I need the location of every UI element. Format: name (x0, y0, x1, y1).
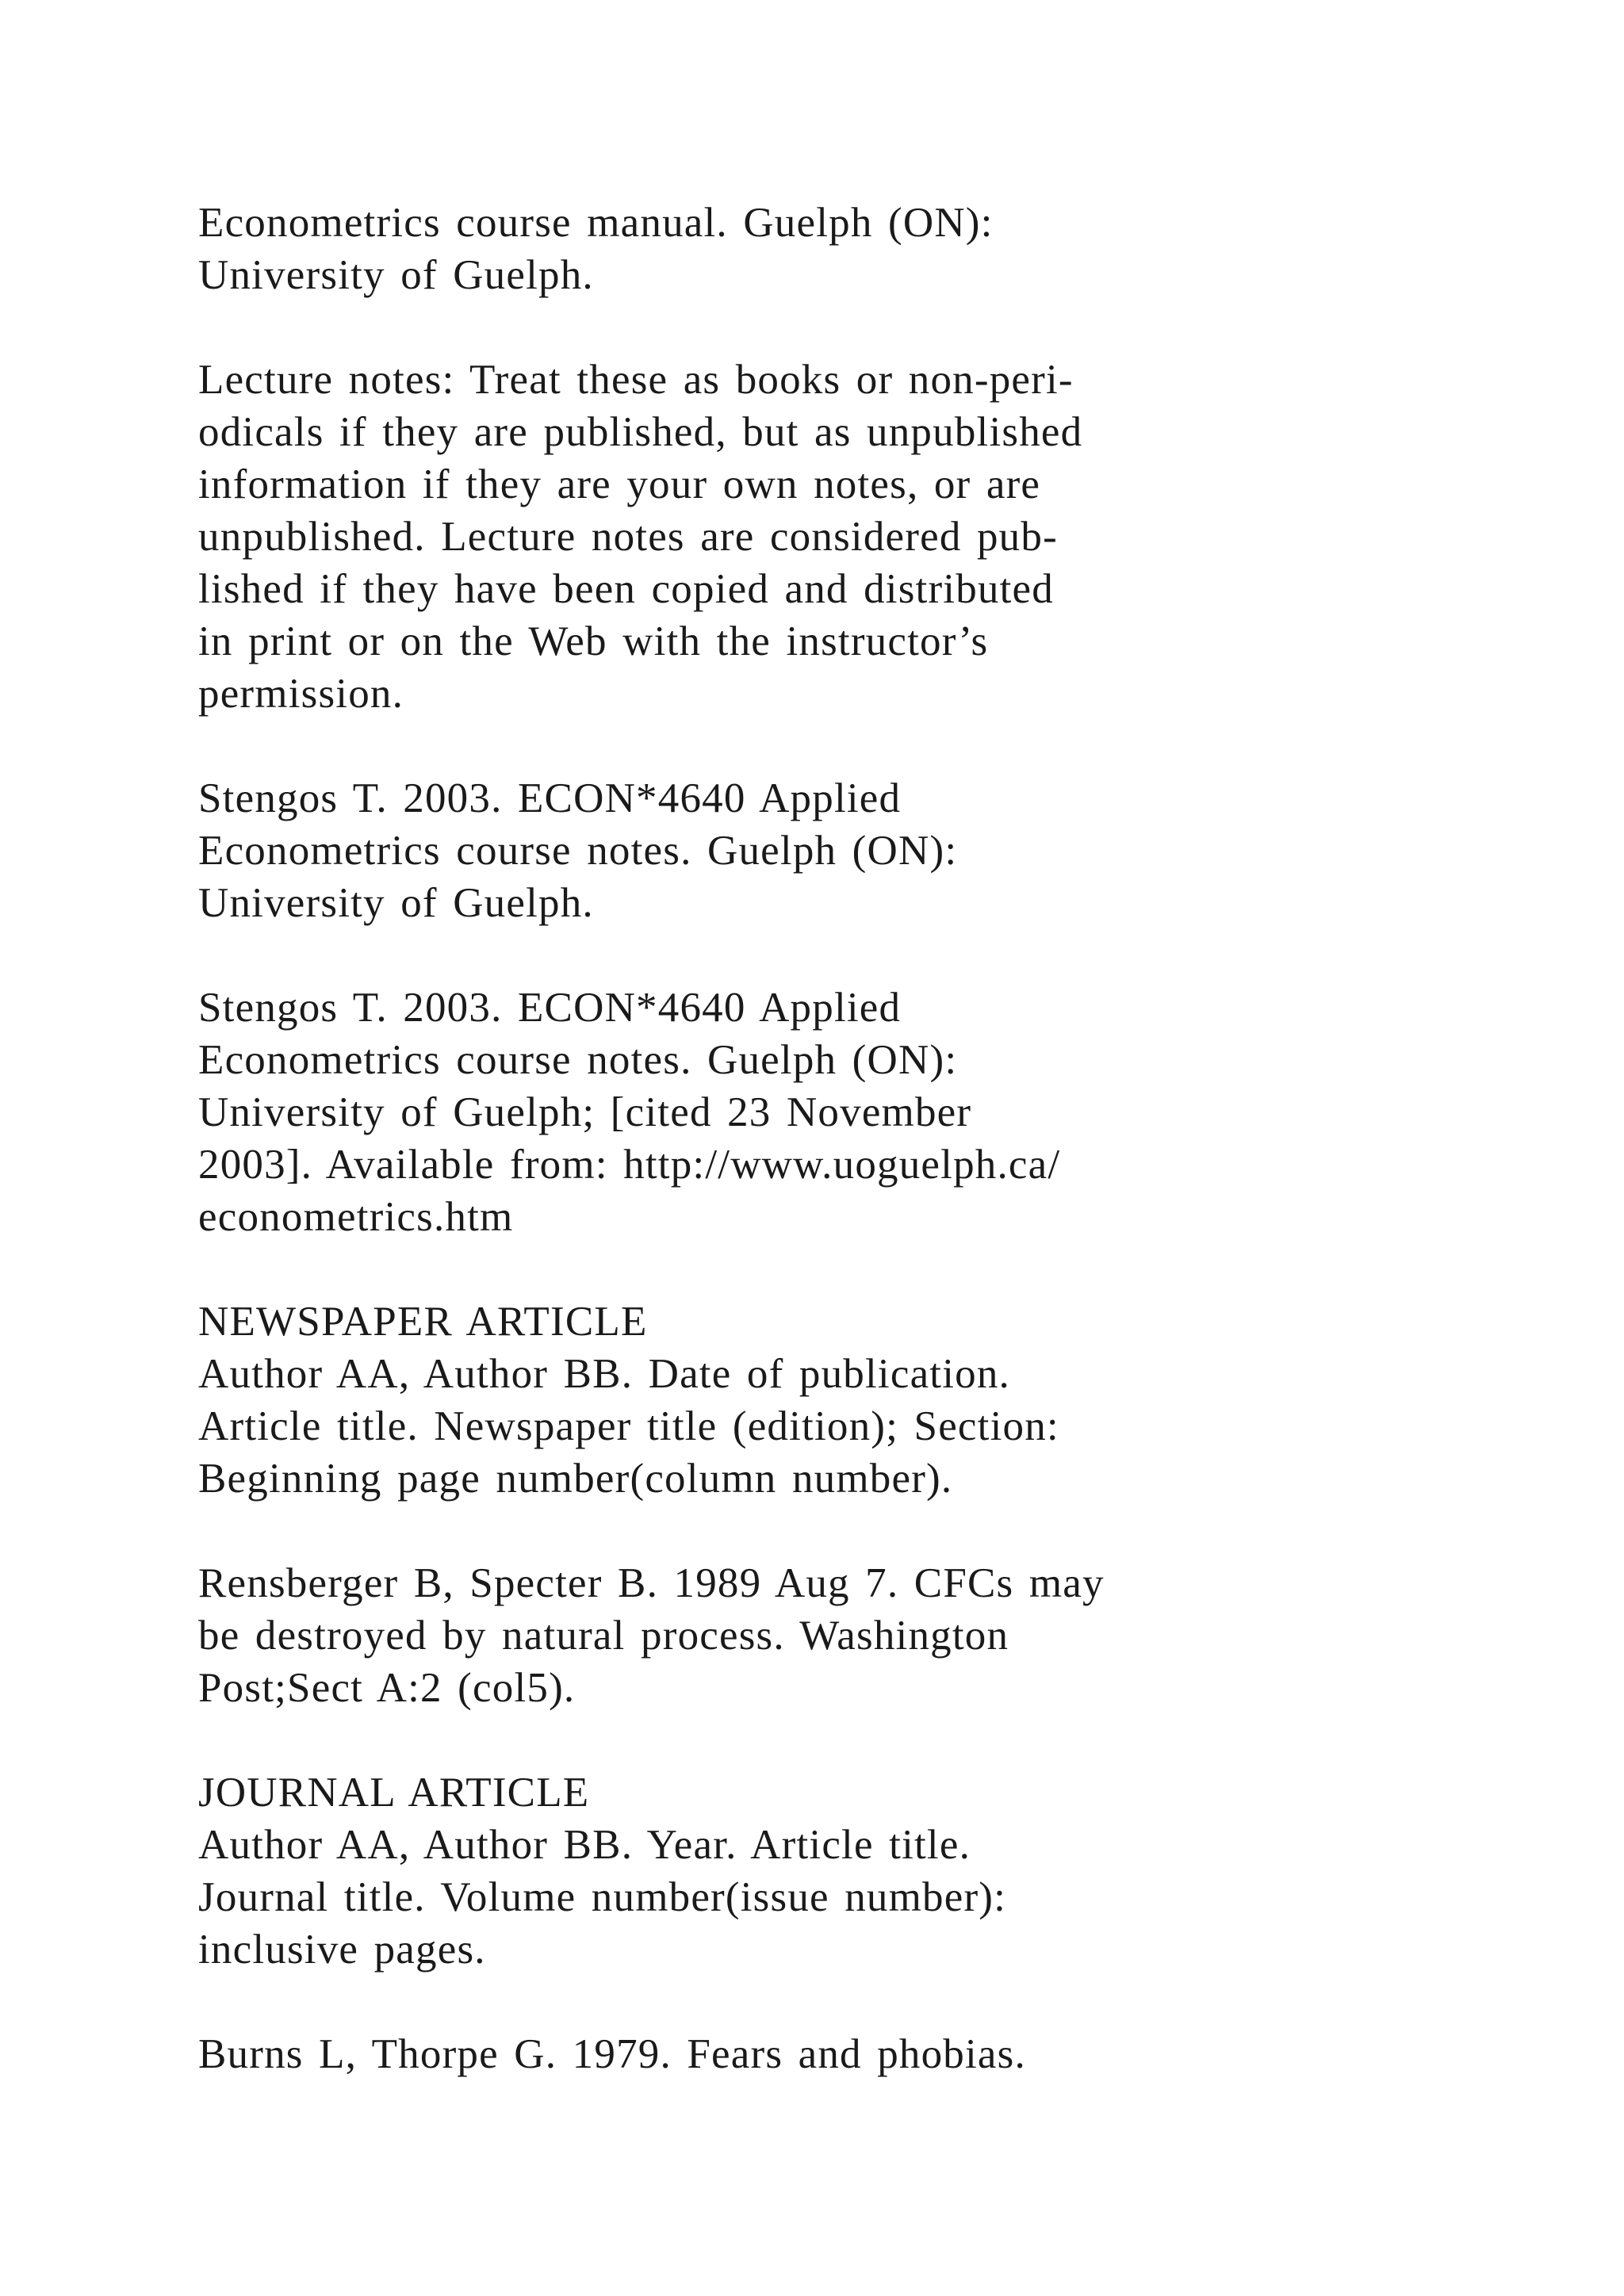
text-line: Burns L, Thorpe G. 1979. Fears and phobias. (198, 2031, 1026, 2077)
text-line: be destroyed by natural process. Washington (198, 1613, 1009, 1659)
paragraph-journal-example (198, 2028, 1435, 2080)
text-line: Stengos T. 2003. ECON*4640 Applied (198, 985, 902, 1031)
text-line: inclusive pages. (198, 1927, 486, 1973)
text-line: econometrics.htm (198, 1194, 514, 1240)
text-line: Post;Sect A:2 (col5). (198, 1665, 576, 1711)
text-line: 2003]. Available from: http://www.uoguelph.ca/ (198, 1142, 1061, 1188)
text-line: Author AA, Author BB. Date of publication. (198, 1351, 1010, 1397)
text-line: University of Guelph. (198, 252, 594, 298)
paragraph-newspaper-article (198, 1295, 1435, 1505)
text-line: University of Guelph; [cited 23 November (198, 1089, 972, 1135)
text-line: Article title. Newspaper title (edition); Section: (198, 1403, 1059, 1449)
text-line: permission. (198, 671, 404, 717)
paragraph-course-manual-continuation (198, 197, 1435, 301)
text-column (198, 197, 1435, 2080)
paragraph-newspaper-example (198, 1557, 1435, 1714)
text-line: Rensberger B, Specter B. 1989 Aug 7. CFCs may (198, 1560, 1105, 1606)
paragraph-lecture-notes (198, 354, 1435, 720)
text-line: Author AA, Author BB. Year. Article title. (198, 1822, 971, 1868)
section-heading: NEWSPAPER ARTICLE (198, 1299, 648, 1345)
text-line: unpublished. Lecture notes are considered pub- (198, 514, 1058, 560)
text-line: Journal title. Volume number(issue number): (198, 1874, 1007, 1920)
text-line: Beginning page number(column number). (198, 1456, 953, 1502)
text-line: Econometrics course manual. Guelph (ON): (198, 200, 994, 246)
text-line: information if they are your own notes, or are (198, 461, 1041, 507)
section-heading: JOURNAL ARTICLE (198, 1770, 590, 1816)
text-line: Lecture notes: Treat these as books or non-peri- (198, 357, 1074, 403)
text-line: in print or on the Web with the instructor’s (198, 618, 989, 664)
text-line: odicals if they are published, but as unpublished (198, 409, 1083, 455)
text-line: Econometrics course notes. Guelph (ON): (198, 828, 958, 874)
paragraph-lecture-notes-example-web (198, 982, 1435, 1243)
text-line: Econometrics course notes. Guelph (ON): (198, 1037, 958, 1083)
paragraph-lecture-notes-example-print (198, 772, 1435, 929)
text-line: University of Guelph. (198, 880, 594, 926)
paragraph-journal-article (198, 1766, 1435, 1976)
text-line: Stengos T. 2003. ECON*4640 Applied (198, 775, 902, 821)
text-line: lished if they have been copied and distributed (198, 566, 1054, 612)
